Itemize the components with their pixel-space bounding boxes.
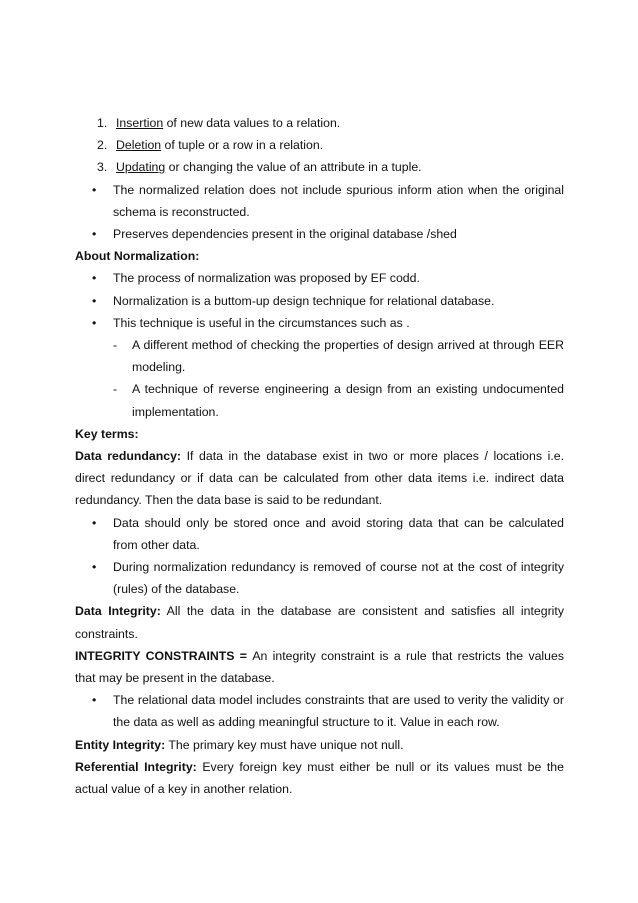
term-label: Data redundancy: (75, 449, 182, 464)
paragraph-data-integrity (75, 600, 564, 644)
bullet-text: During normalization redundancy is removed of course not at the cost of integrity (rules) of the database. (113, 560, 564, 597)
bullet-text: Normalization is a buttom-up design technique for relational database. (113, 293, 495, 308)
dash-icon: - (113, 382, 118, 397)
term-text: All the data in the database are consistent and satisfies all integrity constraints. (75, 604, 564, 641)
paragraph-integrity-constraints (75, 645, 564, 689)
list-item (75, 112, 564, 134)
bullet-text: The normalized relation does not include spurious inform ation when the original schema is reconstructed. (113, 182, 564, 219)
bullet-item (75, 556, 564, 600)
dash-text: A technique of reverse engineering a design from an existing undocumented implementation. (132, 382, 564, 419)
step-term: Insertion (116, 116, 164, 130)
bullet-text: This technique is useful in the circumstances such as . (113, 315, 410, 330)
list-number: 3. (97, 160, 108, 175)
bullet-text: Data should only be stored once and avoid storing data that can be calculated from other data. (113, 515, 564, 552)
bullet-item (75, 223, 564, 245)
term-label: Data Integrity: (75, 604, 161, 619)
paragraph-entity-integrity (75, 734, 564, 756)
bullet-item (75, 312, 564, 334)
dash-item (75, 334, 564, 378)
bullet-item (75, 512, 564, 556)
step-text: of tuple or a row in a relation. (161, 138, 324, 153)
step-text: or changing the value of an attribute in a tuple. (165, 160, 422, 175)
step-term: Deletion (116, 138, 162, 153)
bullet-icon: • (92, 293, 97, 308)
bullet-icon: • (92, 227, 97, 242)
dash-icon: - (113, 338, 118, 353)
list-number: 2. (97, 138, 108, 153)
bullet-text: Preserves dependencies present in the original database /shed (113, 227, 457, 242)
bullet-item (75, 179, 564, 223)
bullet-item (75, 689, 564, 733)
bullet-icon: • (92, 693, 97, 708)
term-text: Every foreign key must either be null or its values must be the actual value of a key in another relation. (75, 759, 564, 797)
bullet-icon: • (92, 515, 97, 530)
bullet-icon: • (92, 271, 97, 286)
term-label: Referential Integrity: (75, 759, 197, 774)
bullet-text: The process of normalization was proposed by EF codd. (113, 271, 420, 286)
bullet-icon: • (92, 182, 97, 197)
bullet-item (75, 290, 564, 312)
paragraph-referential-integrity (75, 756, 564, 800)
dash-text: A different method of checking the properties of design arrived at through EER modeling. (132, 338, 564, 375)
section-heading-about: About Normalization: (75, 249, 200, 264)
term-text: The primary key must have unique not null. (165, 737, 404, 752)
term-text: An integrity constraint is a rule that restricts the values that may be present in the database. (75, 648, 564, 686)
bullet-item (75, 267, 564, 289)
bullet-icon: • (92, 315, 97, 330)
list-item (75, 134, 564, 156)
term-label: Entity Integrity: (75, 737, 166, 752)
page-content (75, 112, 564, 800)
list-item (75, 156, 564, 178)
bullet-icon: • (92, 560, 97, 575)
bullet-text: The relational data model includes constraints that are used to verity the validity or the data as well as adding meaningful structure to it. Value in each row. (113, 693, 564, 730)
list-number: 1. (97, 116, 108, 130)
section-heading-key-terms: Key terms: (75, 426, 139, 441)
step-term: Updating (116, 160, 166, 175)
paragraph-data-redundancy (75, 445, 564, 512)
term-text: If data in the database exist in two or more places / locations i.e. direct redundancy or if data can be calculated from other data items i.e. indirect data redundancy. Then the data base is said to be redundant. (75, 449, 564, 508)
dash-item (75, 378, 564, 422)
step-text: of new data values to a relation. (163, 116, 341, 130)
term-label: INTEGRITY CONSTRAINTS = (75, 648, 253, 663)
